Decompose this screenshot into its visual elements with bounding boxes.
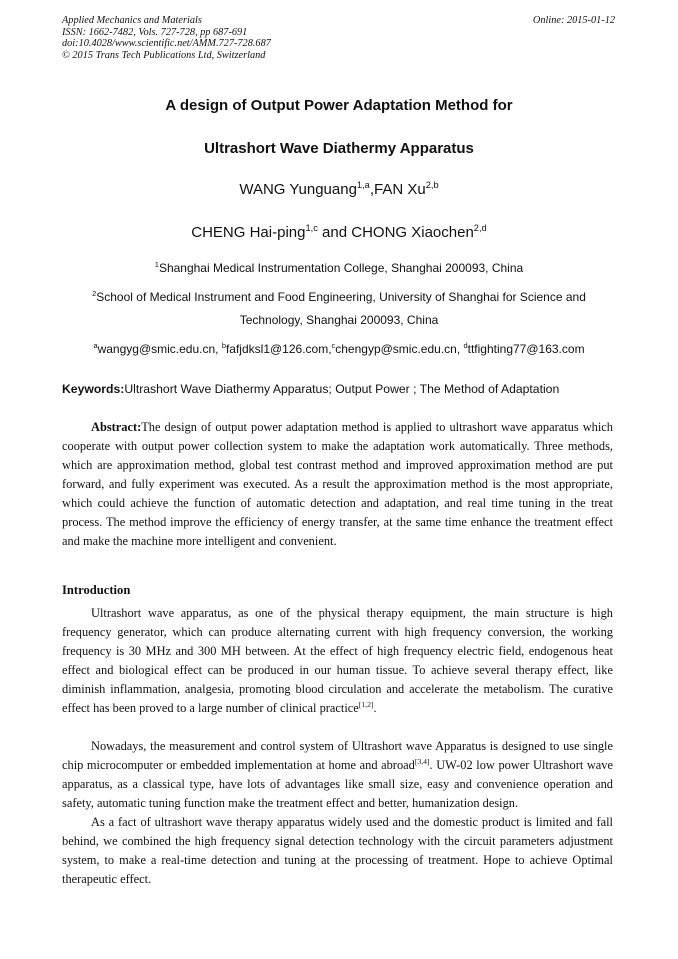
keywords	[62, 382, 615, 396]
author-affiliation-marker: 2,b	[425, 180, 439, 190]
paragraph-text: Ultrashort wave apparatus, as one of the physical therapy equipment, the main structure is high frequency generator, which can produce alternating current with high frequency conversion, the working frequency is 30 MHz and 300 MH between. At the effect of high frequency electric field, endogenous heat effect and biological effect can be produced in our human tissue. To achieve several therapy effect, like diminish inflammation, analgesia, promoting blood circulation and accelerate the metabolism. The curative effect has been proved to a large number of clinical practice	[62, 606, 613, 715]
paper-title-line-1: A design of Output Power Adaptation Method for	[165, 97, 513, 114]
email-marker: c	[331, 341, 336, 350]
email-address: ttfighting77@163.com	[467, 342, 585, 356]
author-affiliation-marker: 1,a	[356, 180, 370, 190]
author-name: ,FAN Xu	[369, 181, 426, 198]
intro-paragraph-3: As a fact of ultrashort wave therapy apparatus widely used and the domestic product is limited and fall behind, we combined the high frequency signal detection technology with the circuit parameters adjustment system, to make a real-time detection and tuning at the processing of treatment. Hope to achieve Optimal therapeutic effect.	[62, 815, 613, 886]
affiliation-2-line-1	[0, 290, 678, 304]
affiliation-1	[0, 261, 678, 275]
author-name: WANG Yunguang	[239, 181, 357, 198]
intro-paragraph-2	[62, 737, 613, 813]
author-emails	[0, 342, 678, 356]
affiliation-text: Shanghai Medical Instrumentation College, Shanghai 200093, China	[158, 261, 524, 275]
author-affiliation-marker: 2,d	[473, 223, 487, 233]
citation: [3,4]	[414, 756, 430, 766]
email-address: chengyp@smic.edu.cn,	[335, 342, 464, 356]
email-marker: d	[463, 341, 468, 350]
author-name: and CHONG Xiaochen	[317, 224, 474, 241]
affiliation-text: School of Medical Instrument and Food Engineering, University of Shanghai for Science and	[96, 290, 586, 304]
paragraph-text: . UW-02 low power Ultrashort wave apparatus, as a classical type, have lots of advantages like small size, easy and convenience operation and safety, automatic tuning function make the treatment effect and better, humanization design.	[62, 758, 613, 810]
affiliation-2-line-2: Technology, Shanghai 200093, China	[239, 313, 439, 327]
email-address: wangyg@smic.edu.cn,	[97, 342, 222, 356]
email-marker: a	[93, 341, 98, 350]
keywords-label: Keywords:	[62, 382, 125, 396]
paper-title-line-2: Ultrashort Wave Diathermy Apparatus	[204, 140, 474, 157]
online-date: Online: 2015-01-12	[532, 15, 615, 26]
affiliation-marker: 2	[92, 289, 97, 298]
journal-header	[62, 15, 615, 61]
author-line-1	[0, 181, 678, 198]
section-heading-introduction: Introduction	[62, 583, 131, 597]
journal-copyright: © 2015 Trans Tech Publications Ltd, Switzerland	[62, 49, 266, 61]
author-line-2	[0, 224, 678, 241]
keywords-text: Ultrashort Wave Diathermy Apparatus; Output Power ; The Method of Adaptation	[124, 382, 560, 396]
paragraph-text: .	[373, 701, 377, 715]
journal-doi: doi:10.4028/www.scientific.net/AMM.727-728.687	[62, 38, 271, 50]
email-marker: b	[221, 341, 226, 350]
citation: [1,2]	[358, 699, 374, 709]
paragraph-text: Nowadays, the measurement and control system of Ultrashort wave Apparatus is designed to use single chip microcomputer or embedded implementation at home and abroad	[62, 739, 613, 772]
abstract-text: The design of output power adaptation method is applied to ultrashort wave apparatus which cooperate with output power collection system to make the adaptation work automatically. Three methods, which are approximation method, global test contrast method and improved approximation method are put forward, and fully experiment was executed. As a result the approximation method is the most appropriate, which could achieve the function of automatic detection and adaptation, and real time tuning in the treat process. The method improve the efficiency of energy transfer, at the same time enhance the treatment effect and make the machine more intelligent and convenient.	[62, 420, 613, 548]
journal-issn: ISSN: 1662-7482, Vols. 727-728, pp 687-691	[62, 26, 248, 38]
intro-paragraph-1	[62, 604, 613, 718]
abstract	[62, 418, 613, 551]
author-affiliation-marker: 1,c	[305, 223, 318, 233]
email-address: fafjdksl1@126.com,	[225, 342, 332, 356]
author-name: CHENG Hai-ping	[191, 224, 306, 241]
affiliation-marker: 1	[154, 260, 159, 269]
journal-name: Applied Mechanics and Materials	[62, 15, 202, 26]
abstract-label: Abstract:	[91, 420, 142, 434]
